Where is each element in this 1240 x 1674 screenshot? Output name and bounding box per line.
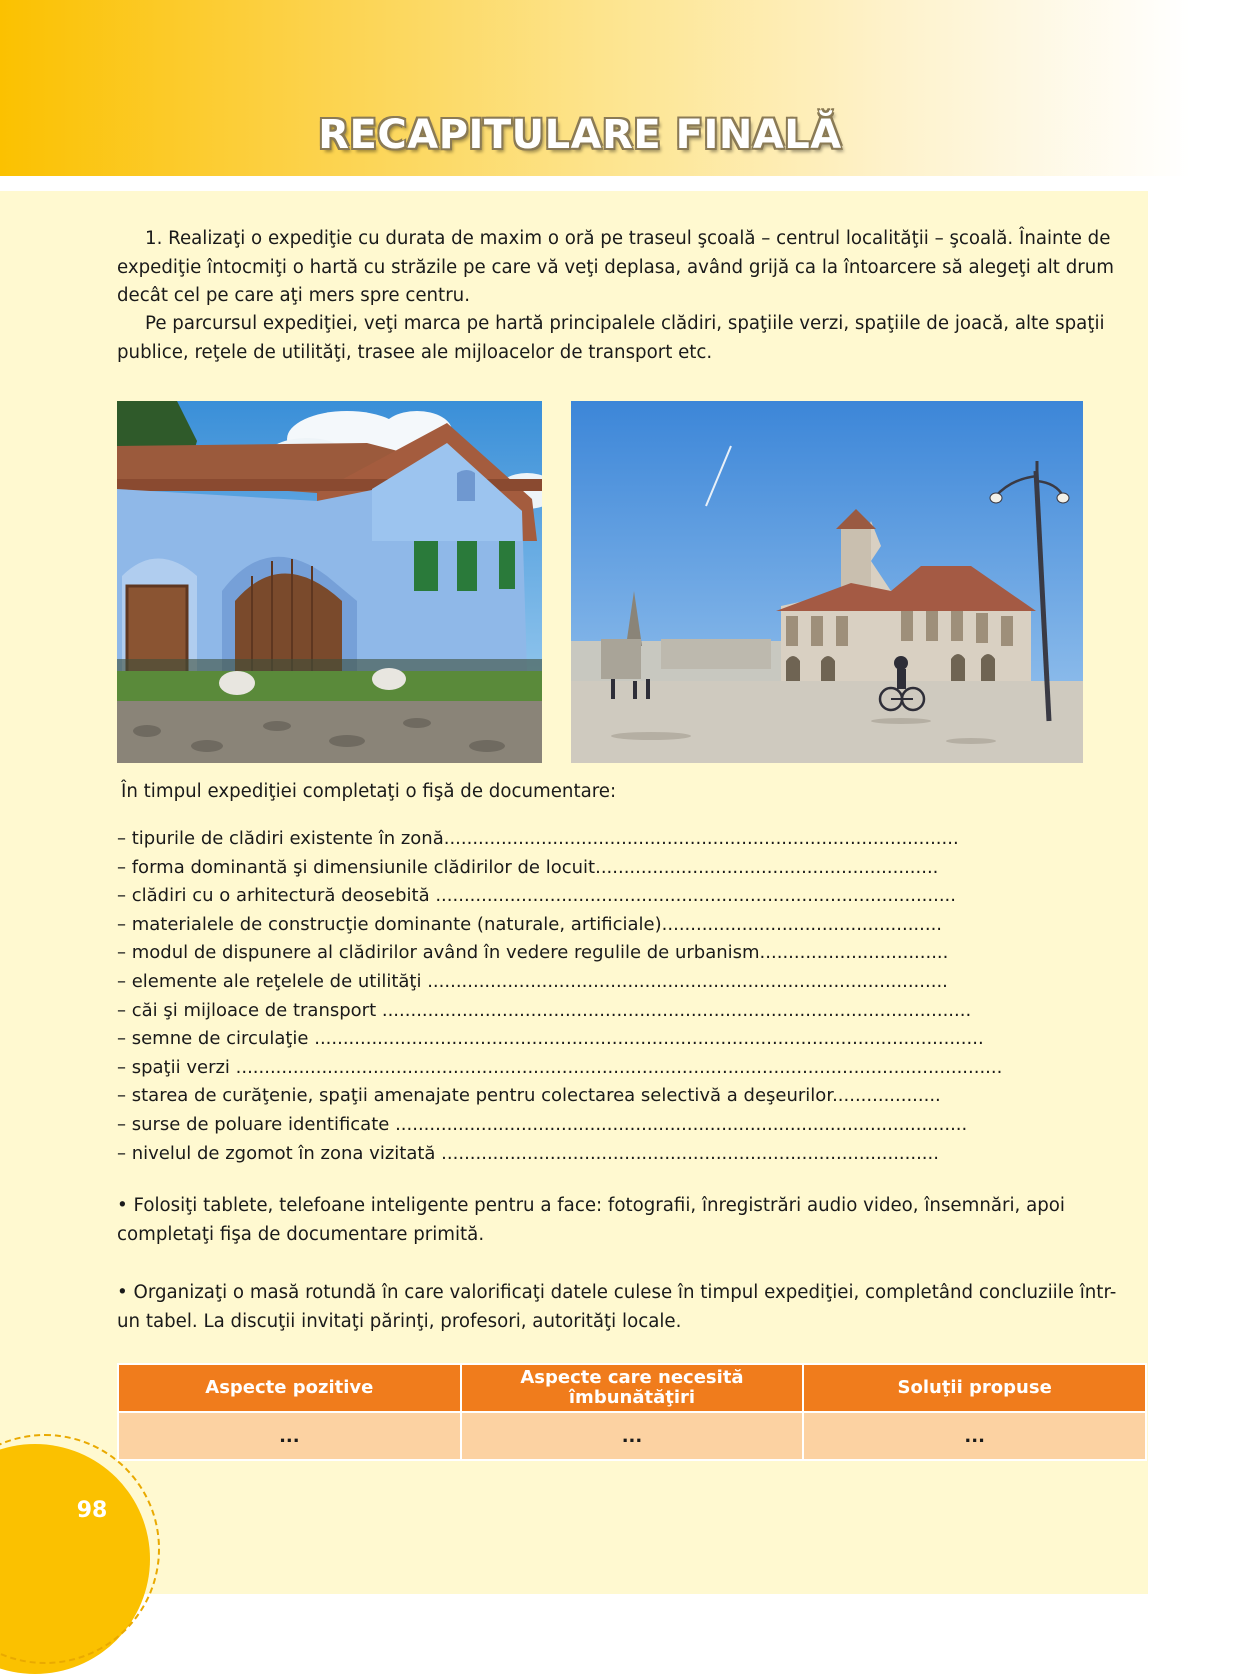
table-cell: ...: [803, 1412, 1146, 1460]
table-header-positive: Aspecte pozitive: [118, 1364, 461, 1412]
bullet-paragraph-1: • Folosiţi tablete, telefoane inteligente pentru a face: fotografii, înregistrări audio video, însemnări, apoi completaţi fişa de documentare primită.: [117, 1195, 1065, 1245]
list-item: – căi şi mijloace de transport .......................................................................................................: [117, 999, 972, 1021]
list-item: – clădiri cu o arhitectură deosebită ...........................................................................................: [117, 885, 957, 907]
photo-city-square: [571, 401, 1083, 763]
list-item: – tipurile de clădiri existente în zonă..........................................................................................: [117, 828, 959, 849]
page-number: 98: [76, 1498, 108, 1523]
table-cell: ...: [118, 1412, 461, 1460]
table-cell: ...: [461, 1412, 804, 1460]
list-item: – spaţii verzi ......................................................................................................................................: [117, 1056, 1003, 1078]
intro-paragraph-2-text: Pe parcursul expediţiei, veţi marca pe hartă principalele clădiri, spaţiile verzi, spaţiile de joacă, alte spaţii publice, reţele de utilităţi, trasee ale mijloacelor de transport etc.: [117, 313, 1105, 363]
table-row: [118, 1412, 1146, 1460]
list-item: – modul de dispunere al clădirilor având în vedere regulile de urbanism.................................: [117, 942, 949, 964]
photo-village-house: [117, 401, 542, 763]
documentation-list: [117, 825, 1002, 1168]
list-item: – nivelul de zgomot în zona vizitată .......................................................................................: [117, 1142, 939, 1164]
intro-paragraph-2: [117, 310, 1117, 367]
list-item: – forma dominantă şi dimensiunile clădirilor de locuit............................................................: [117, 856, 939, 878]
table-header-solutions: Soluţii propuse: [803, 1364, 1146, 1412]
list-item: – semne de circulaţie .....................................................................................................................: [117, 1028, 984, 1050]
page-title: RECAPITULARE FINALĂ: [318, 112, 842, 158]
sheet-heading: În timpul expediţiei completaţi o fişă de documentare:: [121, 781, 617, 802]
list-item: – starea de curăţenie, spaţii amenajate pentru colectarea selectivă a deşeurilor...................: [117, 1085, 941, 1107]
bullet-paragraph-2: • Organizaţi o masă rotundă în care valorificaţi datele culese în timpul expediţiei, completând concluziile într-un tabel. La discuţii invitaţi părinţi, profesori, autorităţi locale.: [117, 1282, 1117, 1332]
intro-paragraph-1-text: 1. Realizaţi o expediţie cu durata de maxim o oră pe traseul şcoală – centrul localităţii – şcoală. Înainte de expediţie întocmiţi o hartă cu străzile pe care vă veţi deplasa, având grijă ca la întoarcere să alegeţi alt drum decât cel pe care aţi mers spre centru.: [117, 228, 1114, 306]
table-header-improvements: Aspecte care necesită îmbunătăţiri: [461, 1364, 804, 1412]
conclusions-table: [117, 1363, 1147, 1461]
intro-paragraph-1: [117, 225, 1117, 311]
list-item: – materialele de construcţie dominante (naturale, artificiale).................................................: [117, 913, 943, 935]
list-item: – elemente ale reţelele de utilităţi ...........................................................................................: [117, 970, 948, 992]
list-item: – surse de poluare identificate ....................................................................................................: [117, 1113, 968, 1135]
